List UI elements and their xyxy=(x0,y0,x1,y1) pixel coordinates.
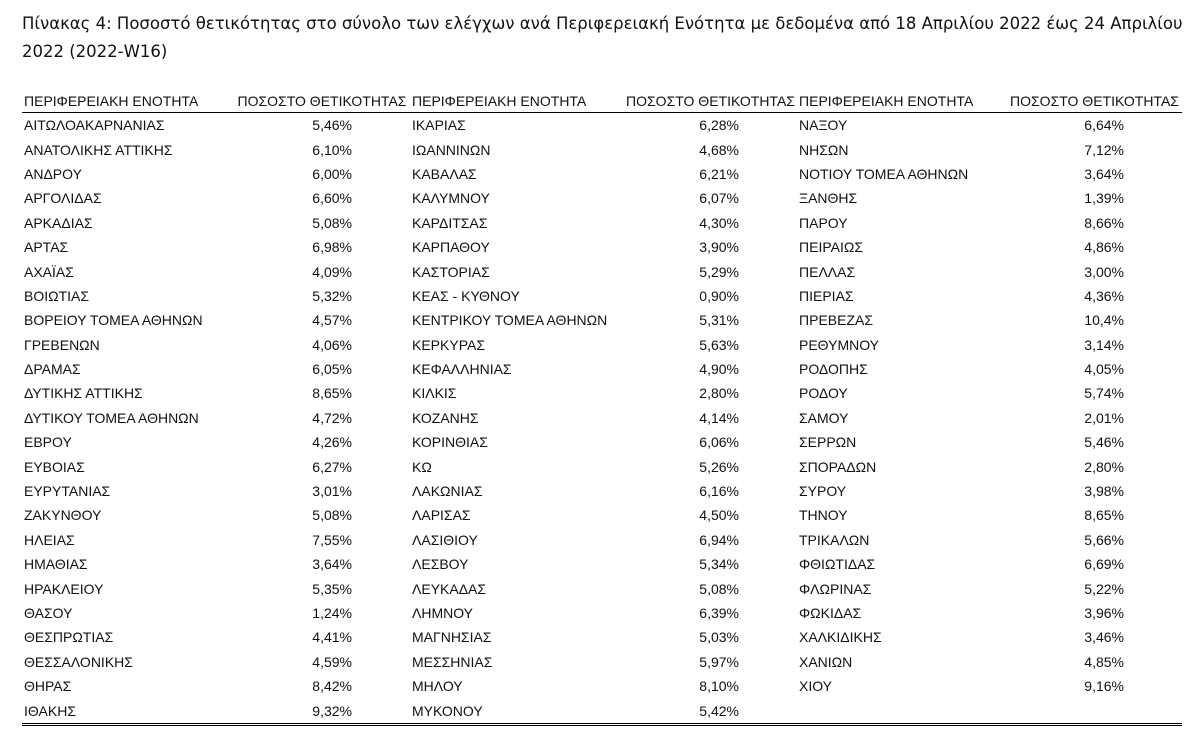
region-name-cell: ΚΩ xyxy=(412,458,432,475)
region-name-cell: ΘΕΣΣΑΛΟΝΙΚΗΣ xyxy=(24,653,133,670)
positivity-value-cell xyxy=(1005,698,1182,724)
table-row xyxy=(22,576,1182,600)
positivity-value-cell: 8,42% xyxy=(312,678,352,695)
positivity-value-cell: 5,97% xyxy=(699,653,739,670)
region-name-cell: ΗΛΕΙΑΣ xyxy=(24,531,75,548)
table-row xyxy=(22,503,1182,527)
positivity-value-cell: 5,46% xyxy=(312,117,352,134)
region-name-cell: ΝΗΣΩΝ xyxy=(799,141,849,158)
table-row xyxy=(22,650,1182,674)
region-name-cell: ΘΗΡΑΣ xyxy=(24,678,72,695)
table-row xyxy=(22,308,1182,332)
region-name-cell: ΒΟΡΕΙΟΥ ΤΟΜΕΑ ΑΘΗΝΩΝ xyxy=(24,312,203,329)
region-name-cell: ΚΑΛΥΜΝΟΥ xyxy=(412,190,490,207)
header-row xyxy=(22,92,1182,113)
region-name-cell: ΚΑΡΔΙΤΣΑΣ xyxy=(412,214,488,231)
positivity-value-cell: 5,34% xyxy=(699,556,739,573)
table-row xyxy=(22,625,1182,649)
positivity-value-cell: 4,68% xyxy=(699,141,739,158)
positivity-value-cell: 5,66% xyxy=(1084,531,1124,548)
region-name-cell: ΦΘΙΩΤΙΔΑΣ xyxy=(799,556,876,573)
positivity-value-cell: 9,32% xyxy=(232,698,410,724)
positivity-value-cell: 3,46% xyxy=(1084,629,1124,646)
table-row xyxy=(22,137,1182,161)
table-caption: Πίνακας 4: Ποσοστό θετικότητας στο σύνολο των ελέγχων ανά Περιφερειακή Ενότητα με δεδομένα από 18 Απριλίου 2022 έως 24 Απριλίου 2022 (2022-W16) xyxy=(22,14,1183,61)
region-name-cell: ΗΡΑΚΛΕΙΟΥ xyxy=(24,580,104,597)
positivity-value-cell: 6,16% xyxy=(699,483,739,500)
positivity-value-cell: 4,57% xyxy=(312,312,352,329)
positivity-value-cell: 10,4% xyxy=(1084,312,1124,329)
positivity-value-cell: 5,42% xyxy=(622,698,797,724)
positivity-value-cell: 6,05% xyxy=(312,361,352,378)
positivity-value-cell: 3,01% xyxy=(312,483,352,500)
region-name-cell: ΡΕΘΥΜΝΟΥ xyxy=(799,336,880,353)
table-row xyxy=(22,357,1182,381)
positivity-value-cell: 5,74% xyxy=(1084,385,1124,402)
positivity-value-cell: 4,05% xyxy=(1084,361,1124,378)
positivity-value-cell: 6,28% xyxy=(699,117,739,134)
region-name-cell: ΑΡΤΑΣ xyxy=(24,239,69,256)
table-row xyxy=(22,698,1182,724)
positivity-value-cell: 6,00% xyxy=(312,165,352,182)
region-name-cell: ΚΟΖΑΝΗΣ xyxy=(412,409,479,426)
region-name-cell: ΧΙΟΥ xyxy=(799,678,833,695)
positivity-value-cell: 4,26% xyxy=(312,434,352,451)
table-row xyxy=(22,454,1182,478)
positivity-value-cell: 1,39% xyxy=(1084,190,1124,207)
positivity-value-cell: 3,64% xyxy=(312,556,352,573)
positivity-value-cell: 3,90% xyxy=(699,239,739,256)
table-row xyxy=(22,186,1182,210)
positivity-value-cell: 8,65% xyxy=(1084,507,1124,524)
positivity-value-cell: 0,90% xyxy=(699,287,739,304)
region-name-cell: ΖΑΚΥΝΘΟΥ xyxy=(24,507,102,524)
region-header: ΠΕΡΙΦΕΡΕΙΑΚΗ ΕΝΟΤΗΤΑ xyxy=(22,92,232,113)
region-name-cell: ΚΑΡΠΑΘΟΥ xyxy=(412,239,490,256)
positivity-value-cell: 6,39% xyxy=(699,605,739,621)
positivity-value-cell: 6,64% xyxy=(1084,117,1124,134)
table-row xyxy=(22,552,1182,576)
region-name-cell: ΣΥΡΟΥ xyxy=(799,483,847,500)
positivity-value-cell: 1,24% xyxy=(312,605,352,621)
table-row xyxy=(22,528,1182,552)
region-name-cell: ΑΝΑΤΟΛΙΚΗΣ ΑΤΤΙΚΗΣ xyxy=(24,141,173,158)
positivity-value-cell: 5,08% xyxy=(699,580,739,597)
table-row xyxy=(22,430,1182,454)
positivity-value-cell: 6,94% xyxy=(699,531,739,548)
region-name-cell: ΠΕΙΡΑΙΩΣ xyxy=(799,239,863,256)
positivity-value-cell: 4,09% xyxy=(312,263,352,280)
positivity-value-cell: 6,06% xyxy=(699,434,739,451)
table-body xyxy=(22,113,1182,725)
region-name-cell: ΒΟΙΩΤΙΑΣ xyxy=(24,287,90,304)
positivity-value-cell: 5,08% xyxy=(312,214,352,231)
region-name-cell: ΡΟΔΟΠΗΣ xyxy=(799,361,868,378)
region-name-cell: ΕΥΒΟΙΑΣ xyxy=(24,458,85,475)
region-header: ΠΕΡΙΦΕΡΕΙΑΚΗ ΕΝΟΤΗΤΑ xyxy=(410,92,622,113)
positivity-value-cell: 2,80% xyxy=(1084,458,1124,475)
region-name-cell: ΑΙΤΩΛΟΑΚΑΡΝΑΝΙΑΣ xyxy=(24,117,165,134)
region-name-cell: ΤΡΙΚΑΛΩΝ xyxy=(799,531,870,548)
positivity-value-cell: 2,01% xyxy=(1084,409,1124,426)
region-name-cell: ΧΑΛΚΙΔΙΚΗΣ xyxy=(799,629,882,646)
positivity-value-cell: 5,29% xyxy=(699,263,739,280)
region-name-cell: ΜΥΚΟΝΟΥ xyxy=(410,698,622,724)
region-name-cell: ΠΡΕΒΕΖΑΣ xyxy=(799,312,874,329)
region-name-cell: ΘΕΣΠΡΩΤΙΑΣ xyxy=(24,629,114,646)
region-name-cell: ΧΑΝΙΩΝ xyxy=(799,653,853,670)
region-name-cell: ΤΗΝΟΥ xyxy=(799,507,848,524)
region-name-cell: ΔΥΤΙΚΗΣ ΑΤΤΙΚΗΣ xyxy=(24,385,143,402)
region-name-cell: ΚΕΡΚΥΡΑΣ xyxy=(412,336,485,353)
table-row xyxy=(22,674,1182,698)
region-name-cell: ΑΡΓΟΛΙΔΑΣ xyxy=(24,190,102,207)
positivity-value-cell: 4,72% xyxy=(312,409,352,426)
region-name-cell: ΗΜΑΘΙΑΣ xyxy=(24,556,88,573)
positivity-value-cell: 5,08% xyxy=(312,507,352,524)
positivity-value-cell: 3,00% xyxy=(1084,263,1124,280)
region-name-cell: ΠΑΡΟΥ xyxy=(799,214,848,231)
positivity-header: ΠΟΣΟΣΤΟ ΘΕΤΙΚΟΤΗΤΑΣ xyxy=(1005,92,1182,113)
positivity-value-cell: 4,30% xyxy=(699,214,739,231)
positivity-value-cell: 3,64% xyxy=(1084,165,1124,182)
positivity-value-cell: 6,60% xyxy=(312,190,352,207)
positivity-header: ΠΟΣΟΣΤΟ ΘΕΤΙΚΟΤΗΤΑΣ xyxy=(622,92,797,113)
table-row xyxy=(22,284,1182,308)
region-name-cell: ΚΕΝΤΡΙΚΟΥ ΤΟΜΕΑ ΑΘΗΝΩΝ xyxy=(412,312,608,329)
region-name-cell: ΛΑΣΙΘΙΟΥ xyxy=(412,531,478,548)
positivity-value-cell: 8,66% xyxy=(1084,214,1124,231)
positivity-value-cell: 6,27% xyxy=(312,458,352,475)
region-name-cell: ΑΧΑΪΑΣ xyxy=(24,263,74,280)
region-name-cell: ΦΛΩΡΙΝΑΣ xyxy=(799,580,872,597)
region-name-cell: ΝΟΤΙΟΥ ΤΟΜΕΑ ΑΘΗΝΩΝ xyxy=(799,165,969,182)
region-name-cell: ΙΩΑΝΝΙΝΩΝ xyxy=(412,141,491,158)
positivity-value-cell: 4,36% xyxy=(1084,287,1124,304)
positivity-value-cell: 5,63% xyxy=(699,336,739,353)
region-name-cell: ΣΕΡΡΩΝ xyxy=(799,434,857,451)
table-row xyxy=(22,211,1182,235)
positivity-value-cell: 7,12% xyxy=(1084,141,1124,158)
region-name-cell: ΜΕΣΣΗΝΙΑΣ xyxy=(412,653,493,670)
region-name-cell: ΚΕΦΑΛΛΗΝΙΑΣ xyxy=(412,361,512,378)
positivity-value-cell: 6,69% xyxy=(1084,556,1124,573)
positivity-value-cell: 5,35% xyxy=(312,580,352,597)
region-name-cell: ΚΑΒΑΛΑΣ xyxy=(412,165,477,182)
positivity-value-cell: 4,06% xyxy=(312,336,352,353)
region-header: ΠΕΡΙΦΕΡΕΙΑΚΗ ΕΝΟΤΗΤΑ xyxy=(797,92,1005,113)
positivity-value-cell: 3,98% xyxy=(1084,483,1124,500)
region-name-cell: ΛΑΡΙΣΑΣ xyxy=(412,507,471,524)
positivity-value-cell: 2,80% xyxy=(699,385,739,402)
table-row xyxy=(22,235,1182,259)
region-name-cell: ΚΟΡΙΝΘΙΑΣ xyxy=(412,434,488,451)
positivity-value-cell: 5,46% xyxy=(1084,434,1124,451)
positivity-value-cell: 6,98% xyxy=(312,239,352,256)
region-name-cell: ΘΑΣΟΥ xyxy=(24,605,73,621)
positivity-header: ΠΟΣΟΣΤΟ ΘΕΤΙΚΟΤΗΤΑΣ xyxy=(232,92,410,113)
positivity-value-cell: 8,10% xyxy=(699,678,739,695)
region-name-cell: ΞΑΝΘΗΣ xyxy=(799,190,858,207)
table-row xyxy=(22,601,1182,625)
positivity-value-cell: 4,14% xyxy=(699,409,739,426)
region-name-cell: ΡΟΔΟΥ xyxy=(799,385,848,402)
region-name-cell: ΜΑΓΝΗΣΙΑΣ xyxy=(412,629,492,646)
region-name-cell: ΚΕΑΣ - ΚΥΘΝΟΥ xyxy=(412,287,520,304)
positivity-value-cell: 3,14% xyxy=(1084,336,1124,353)
region-name-cell: ΚΙΛΚΙΣ xyxy=(412,385,457,402)
positivity-value-cell: 5,03% xyxy=(699,629,739,646)
positivity-value-cell: 4,90% xyxy=(699,361,739,378)
positivity-value-cell: 5,26% xyxy=(699,458,739,475)
positivity-value-cell: 3,96% xyxy=(1084,605,1124,621)
positivity-value-cell: 5,31% xyxy=(699,312,739,329)
region-name-cell: ΙΚΑΡΙΑΣ xyxy=(412,117,466,134)
positivity-value-cell: 5,22% xyxy=(1084,580,1124,597)
positivity-value-cell: 5,32% xyxy=(312,287,352,304)
table-row xyxy=(22,162,1182,186)
region-name-cell: ΣΑΜΟΥ xyxy=(799,409,849,426)
positivity-value-cell: 4,86% xyxy=(1084,239,1124,256)
table-row xyxy=(22,406,1182,430)
region-name-cell: ΕΥΡΥΤΑΝΙΑΣ xyxy=(24,483,111,500)
region-name-cell xyxy=(797,698,1005,724)
positivity-value-cell: 8,65% xyxy=(312,385,352,402)
region-name-cell: ΝΑΞΟΥ xyxy=(799,117,848,134)
region-name-cell: ΙΘΑΚΗΣ xyxy=(22,698,232,724)
table-row xyxy=(22,259,1182,283)
region-name-cell: ΣΠΟΡΑΔΩΝ xyxy=(799,458,877,475)
region-name-cell: ΛΗΜΝΟΥ xyxy=(412,605,474,621)
region-name-cell: ΛΕΥΚΑΔΑΣ xyxy=(412,580,487,597)
table-row xyxy=(22,333,1182,357)
region-name-cell: ΔΥΤΙΚΟΥ ΤΟΜΕΑ ΑΘΗΝΩΝ xyxy=(24,409,199,426)
region-name-cell: ΠΕΛΛΑΣ xyxy=(799,263,856,280)
positivity-table xyxy=(22,92,1182,726)
table-row xyxy=(22,479,1182,503)
region-name-cell: ΓΡΕΒΕΝΩΝ xyxy=(24,336,100,353)
region-name-cell: ΑΝΔΡΟΥ xyxy=(24,165,82,182)
region-name-cell: ΦΩΚΙΔΑΣ xyxy=(799,605,862,621)
positivity-value-cell: 4,50% xyxy=(699,507,739,524)
positivity-value-cell: 6,10% xyxy=(312,141,352,158)
positivity-value-cell: 4,59% xyxy=(312,653,352,670)
table-row xyxy=(22,113,1182,138)
region-name-cell: ΠΙΕΡΙΑΣ xyxy=(799,287,854,304)
region-name-cell: ΜΗΛΟΥ xyxy=(412,678,463,695)
positivity-value-cell: 6,07% xyxy=(699,190,739,207)
region-name-cell: ΛΕΣΒΟΥ xyxy=(412,556,469,573)
region-name-cell: ΚΑΣΤΟΡΙΑΣ xyxy=(412,263,490,280)
positivity-value-cell: 4,85% xyxy=(1084,653,1124,670)
region-name-cell: ΔΡΑΜΑΣ xyxy=(24,361,81,378)
region-name-cell: ΑΡΚΑΔΙΑΣ xyxy=(24,214,93,231)
region-name-cell: ΕΒΡΟΥ xyxy=(24,434,72,451)
positivity-value-cell: 6,21% xyxy=(699,165,739,182)
positivity-value-cell: 4,41% xyxy=(312,629,352,646)
positivity-value-cell: 9,16% xyxy=(1084,678,1124,695)
positivity-value-cell: 7,55% xyxy=(312,531,352,548)
region-name-cell: ΛΑΚΩΝΙΑΣ xyxy=(412,483,483,500)
table-row xyxy=(22,381,1182,405)
